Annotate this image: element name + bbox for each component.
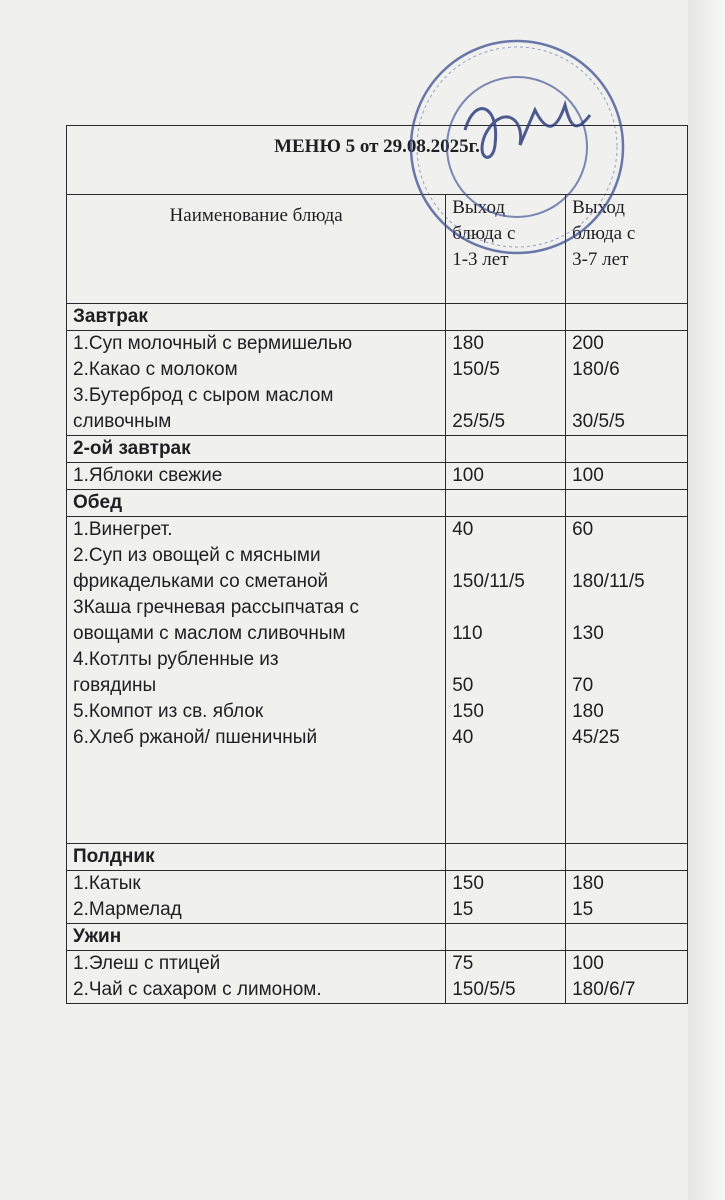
dish-list bbox=[67, 951, 446, 1004]
portion-3-7: 100 bbox=[572, 953, 604, 974]
portion-list-1-3 bbox=[446, 517, 566, 844]
portion-1-3: 110 bbox=[452, 623, 483, 644]
dish-name: 1.Яблоки свежие bbox=[73, 465, 223, 486]
section-empty-cell bbox=[446, 436, 566, 463]
spacer bbox=[572, 595, 681, 621]
items-row bbox=[67, 951, 688, 1004]
dish-name: 4.Котлты рубленные из bbox=[73, 649, 279, 670]
section-title: Обед bbox=[67, 490, 446, 517]
portion-1-3: 40 bbox=[452, 519, 474, 540]
portion-1-3: 25/5/5 bbox=[452, 411, 506, 432]
section-row bbox=[67, 844, 688, 871]
spacer bbox=[572, 383, 681, 409]
section-title: Ужин bbox=[67, 924, 446, 951]
header-dish-name: Наименование блюда bbox=[67, 195, 446, 304]
dish-name: 1.Элеш с птицей bbox=[73, 953, 221, 974]
portion-list-3-7 bbox=[566, 517, 688, 844]
dish-name: 1.Катык bbox=[73, 873, 141, 894]
section-empty-cell bbox=[566, 490, 688, 517]
section-empty-cell bbox=[566, 924, 688, 951]
portion-3-7: 130 bbox=[572, 623, 604, 644]
dish-name: сливочным bbox=[73, 411, 172, 432]
dish-name: 1.Винегрет. bbox=[73, 519, 173, 540]
header-portion-1-3: Выход блюда с 1-3 лет bbox=[446, 195, 566, 304]
portion-3-7: 180 bbox=[572, 701, 604, 722]
section-empty-cell bbox=[566, 304, 688, 331]
dish-list bbox=[67, 463, 446, 490]
portion-3-7: 180/6/7 bbox=[572, 979, 636, 1000]
paper-edge bbox=[688, 0, 725, 1200]
section-empty-cell bbox=[566, 844, 688, 871]
spacer bbox=[572, 543, 681, 569]
section-row bbox=[67, 924, 688, 951]
portion-1-3: 180 bbox=[452, 333, 484, 354]
portion-1-3: 150 bbox=[452, 701, 484, 722]
items-row bbox=[67, 331, 688, 436]
dish-name: 1.Суп молочный с вермишелью bbox=[73, 333, 353, 354]
portion-list-1-3 bbox=[446, 331, 566, 436]
dish-list bbox=[67, 871, 446, 924]
dish-name: 2.Чай с сахаром с лимоном. bbox=[73, 979, 322, 1000]
portion-1-3: 100 bbox=[452, 465, 484, 486]
dish-name: говядины bbox=[73, 675, 157, 696]
portion-1-3: 50 bbox=[452, 675, 474, 696]
dish-name: 3.Бутерброд с сыром маслом bbox=[73, 385, 334, 406]
portion-1-3: 15 bbox=[452, 899, 474, 920]
items-row bbox=[67, 871, 688, 924]
portion-3-7: 180/6 bbox=[572, 359, 620, 380]
portion-1-3: 150/5/5 bbox=[452, 979, 516, 1000]
portion-3-7: 15 bbox=[572, 899, 594, 920]
spacer bbox=[452, 383, 559, 409]
spacer bbox=[452, 595, 559, 621]
menu-title: МЕНЮ 5 от 29.08.2025г. bbox=[67, 126, 688, 195]
items-row bbox=[67, 463, 688, 490]
portion-list-1-3 bbox=[446, 871, 566, 924]
round-stamp bbox=[405, 35, 630, 260]
portion-3-7: 70 bbox=[572, 675, 594, 696]
portion-3-7: 180 bbox=[572, 873, 604, 894]
portion-1-3: 40 bbox=[452, 727, 474, 748]
portion-list-1-3 bbox=[446, 463, 566, 490]
portion-3-7: 200 bbox=[572, 333, 604, 354]
dish-list bbox=[67, 331, 446, 436]
section-empty-cell bbox=[446, 490, 566, 517]
portion-list-3-7 bbox=[566, 463, 688, 490]
section-row bbox=[67, 436, 688, 463]
dish-name: 2.Какао с молоком bbox=[73, 359, 238, 380]
section-row bbox=[67, 304, 688, 331]
section-empty-cell bbox=[446, 844, 566, 871]
spacer bbox=[452, 543, 559, 569]
portion-1-3: 150 bbox=[452, 873, 484, 894]
section-empty-cell bbox=[446, 304, 566, 331]
spacer bbox=[452, 647, 559, 673]
section-title: Полдник bbox=[67, 844, 446, 871]
section-row bbox=[67, 490, 688, 517]
portion-3-7: 100 bbox=[572, 465, 604, 486]
section-empty-cell bbox=[566, 436, 688, 463]
dish-name: фрикадельками со сметаной bbox=[73, 571, 329, 592]
dish-name: овощами с маслом сливочным bbox=[73, 623, 346, 644]
section-title: Завтрак bbox=[67, 304, 446, 331]
section-title: 2-ой завтрак bbox=[67, 436, 446, 463]
portion-list-3-7 bbox=[566, 951, 688, 1004]
dish-name: 5.Компот из св. яблок bbox=[73, 701, 264, 722]
portion-3-7: 30/5/5 bbox=[572, 411, 625, 432]
portion-1-3: 150/11/5 bbox=[452, 571, 525, 592]
dish-list bbox=[67, 517, 446, 844]
dish-name: 2.Суп из овощей с мясными bbox=[73, 545, 321, 566]
dish-name: 2.Мармелад bbox=[73, 899, 182, 920]
spacer bbox=[572, 647, 681, 673]
portion-3-7: 180/11/5 bbox=[572, 571, 645, 592]
items-row bbox=[67, 517, 688, 844]
header-portion-3-7: Выход блюда с 3-7 лет bbox=[566, 195, 688, 304]
section-empty-cell bbox=[446, 924, 566, 951]
portion-1-3: 75 bbox=[452, 953, 474, 974]
portion-list-3-7 bbox=[566, 331, 688, 436]
dish-name: 6.Хлеб ржаной/ пшеничный bbox=[73, 727, 318, 748]
portion-1-3: 150/5 bbox=[452, 359, 500, 380]
dish-name: 3Каша гречневая рассыпчатая с bbox=[73, 597, 359, 618]
portion-list-1-3 bbox=[446, 951, 566, 1004]
portion-3-7: 45/25 bbox=[572, 727, 620, 748]
portion-3-7: 60 bbox=[572, 519, 594, 540]
portion-list-3-7 bbox=[566, 871, 688, 924]
